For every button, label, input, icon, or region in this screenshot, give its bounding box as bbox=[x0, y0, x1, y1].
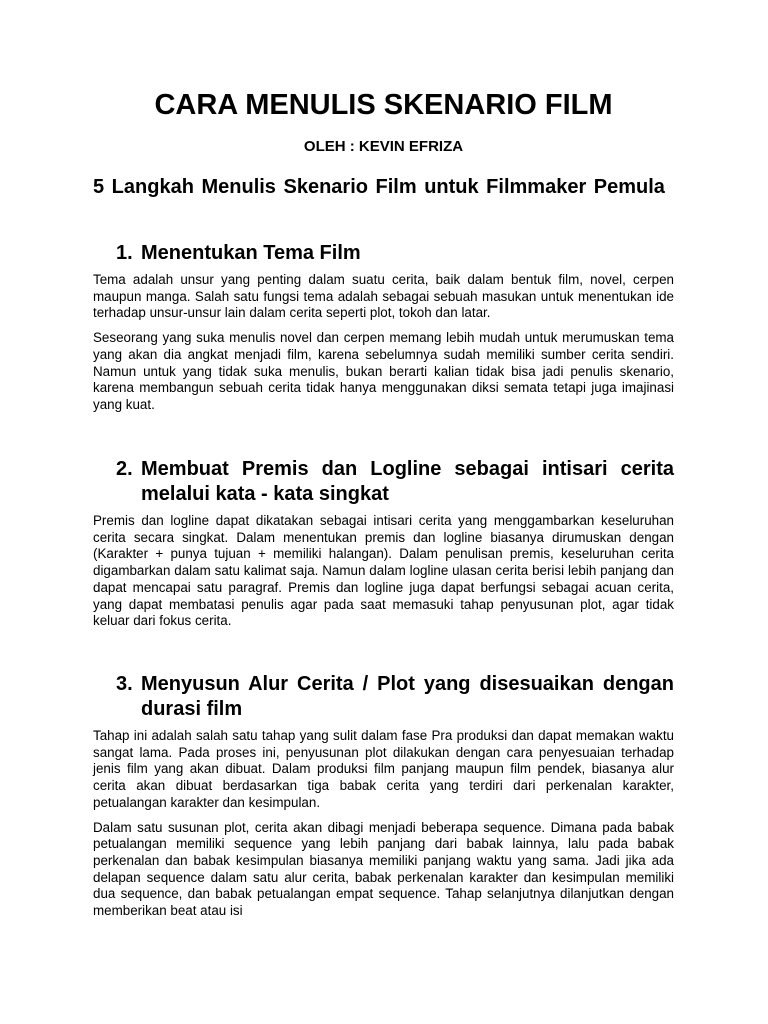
section-3-number: 3. bbox=[116, 673, 133, 695]
document-subtitle: 5 Langkah Menulis Skenario Film untuk Filmmaker Pemula bbox=[93, 176, 665, 198]
section-1-paragraph-1: Tema adalah unsur yang penting dalam suatu cerita, baik dalam bentuk film, novel, cerpen maupun manga. Salah satu fungsi tema adalah sebagai sebuah masukan untuk menentukan ide terhadap unsur-unsur lain dalam cerita seperti plot, tokoh dan latar. bbox=[93, 272, 674, 321]
section-1-paragraph-2: Seseorang yang suka menulis novel dan cerpen memang lebih mudah untuk merumuskan tema yang akan dia angkat menjadi film, karena sebelumnya sudah memiliki sumber cerita sendiri. Namun untuk yang tidak suka menulis, bukan berarti kalian tidak bisa jadi penulis skenario, karena membangun sebuah cerita tidak hanya menggunakan diksi semata tetapi juga imajinasi yang kuat. bbox=[93, 330, 674, 412]
section-3-heading bbox=[116, 672, 674, 722]
section-2 bbox=[93, 457, 674, 638]
section-1-heading bbox=[116, 241, 674, 266]
section-2-paragraph-1: Premis dan logline dapat dikatakan sebagai intisari cerita yang menggambarkan keseluruhan cerita secara singkat. Dalam menentukan premis dan logline biasanya dirumuskan dengan (Karakter + punya tujuan + memiliki halangan). Dalam penulisan premis, keseluruhan cerita digambarkan dalam satu kalimat saja. Namun dalam logline ulasan cerita berisi lebih panjang dan dapat mencapai satu paragraf. Premis dan logline juga dapat berfungsi sebagai acuan cerita, yang dapat membatasi penulis agar pada saat memasuki tahap penyusunan plot, agar tidak keluar dari fokus cerita. bbox=[93, 513, 674, 629]
section-1-title: Menentukan Tema Film bbox=[141, 242, 361, 264]
document-title: CARA MENULIS SKENARIO FILM bbox=[154, 89, 613, 121]
section-3-title: Menyusun Alur Cerita / Plot yang disesuaikan dengan durasi film bbox=[141, 673, 674, 720]
section-2-number: 2. bbox=[116, 458, 133, 480]
section-1 bbox=[93, 241, 674, 422]
section-3-paragraph-2: Dalam satu susunan plot, cerita akan dibagi menjadi beberapa sequence. Dimana pada babak petualangan memiliki sequence yang lebih panjang dari babak lainnya, lalu pada babak perkenalan dan babak kesimpulan biasanya memiliki panjang waktu yang sama. Jadi jika ada delapan sequence dalam satu alur cerita, babak perkenalan karakter dan kesimpulan memiliki dua sequence, dan babak petualangan empat sequence. Tahap selanjutnya dilanjutkan dengan memberikan beat atau isi bbox=[93, 819, 674, 919]
document-author: OLEH : KEVIN EFRIZA bbox=[303, 138, 464, 155]
section-1-number: 1. bbox=[116, 242, 133, 264]
section-2-title: Membuat Premis dan Logline sebagai intisari cerita melalui kata - kata singkat bbox=[141, 458, 674, 505]
section-3-paragraph-1: Tahap ini adalah salah satu tahap yang sulit dalam fase Pra produksi dan dapat memakan waktu sangat lama. Pada proses ini, penyusunan plot dilakukan dengan cara penyesuaian terhadap jenis film yang akan dibuat. Dalam produksi film panjang maupun film pendek, biasanya alur cerita akan dibuat berdasarkan tiga babak cerita yang terdiri dari perkenalan karakter, petualangan karakter dan kesimpulan. bbox=[93, 728, 674, 810]
section-2-heading bbox=[116, 457, 674, 507]
section-3 bbox=[93, 672, 674, 928]
